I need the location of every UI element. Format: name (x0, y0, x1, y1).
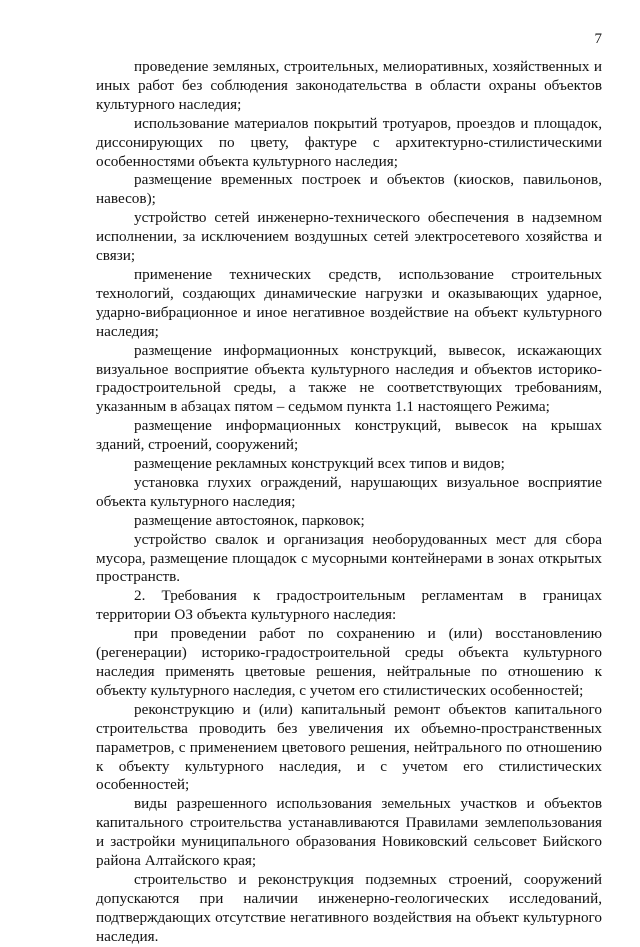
section-heading: 2. Требования к градостроительным регламентам в границах территории ОЗ объекта культурного наследия: (96, 587, 602, 624)
paragraph: размещение информационных конструкций, вывесок, искажающих визуальное восприятие объекта культурного наследия и объектов историко-градостроительной среды, а также не соответствующих требованиям, указанным в абзацах пятом – седьмом пункта 1.1 настоящего Режима; (96, 341, 602, 416)
paragraph: размещение автостоянок, парковок; (134, 511, 365, 529)
document-body (96, 58, 602, 947)
paragraph: строительство и реконструкция подземных строений, сооружений допускаются при наличии инженерно-геологических исследований, подтверждающих отсутствие негативного воздействия на объект культурного наследия. (96, 870, 602, 945)
paragraph: устройство свалок и организация необорудованных мест для сбора мусора, размещение площадок с мусорными контейнерами в зонах открытых пространств. (96, 530, 602, 586)
paragraph: установка глухих ограждений, нарушающих визуальное восприятие объекта культурного наследия; (96, 473, 602, 510)
paragraph: виды разрешенного использования земельных участков и объектов капитального строительства устанавливаются Правилами землепользования и застройки муниципального образования Новиковский сельсовет Бийского района Алтайского края; (96, 795, 602, 870)
paragraph: реконструкцию и (или) капитальный ремонт объектов капитального строительства проводить без увеличения их объемно-пространственных параметров, с применением цветового решения, нейтрального по отношению к объекту культурного наследия, и с учетом его стилистических особенностей; (96, 700, 602, 794)
paragraph: при проведении работ по сохранению и (или) восстановлению (регенерации) историко-градостроительной среды объекта культурного наследия применять цветовые решения, нейтральные по отношению к объекту культурного наследия, с учетом его стилистических особенностей; (96, 625, 602, 699)
paragraph: использование материалов покрытий тротуаров, проездов и площадок, диссонирующих по цвету, фактуре с архитектурно-стилистическими особенностями объекта культурного наследия; (96, 114, 602, 170)
paragraph: размещение рекламных конструкций всех типов и видов; (134, 455, 505, 473)
paragraph: устройство сетей инженерно-технического обеспечения в надземном исполнении, за исключением воздушных сетей электросетевого хозяйства и связи; (96, 209, 602, 265)
paragraph: проведение земляных, строительных, мелиоративных, хозяйственных и иных работ без соблюдения законодательства в области охраны объектов культурного наследия; (96, 58, 602, 113)
page-number: 7 (594, 31, 602, 47)
paragraph: размещение информационных конструкций, вывесок на крышах зданий, строений, сооружений; (96, 417, 602, 454)
paragraph: размещение временных построек и объектов (киосков, павильонов, навесов); (96, 171, 602, 208)
paragraph: применение технических средств, использование строительных технологий, создающих динамические нагрузки и оказывающих ударное, ударно-вибрационное и иное негативное воздействие на объект культурного наследия; (96, 265, 602, 340)
